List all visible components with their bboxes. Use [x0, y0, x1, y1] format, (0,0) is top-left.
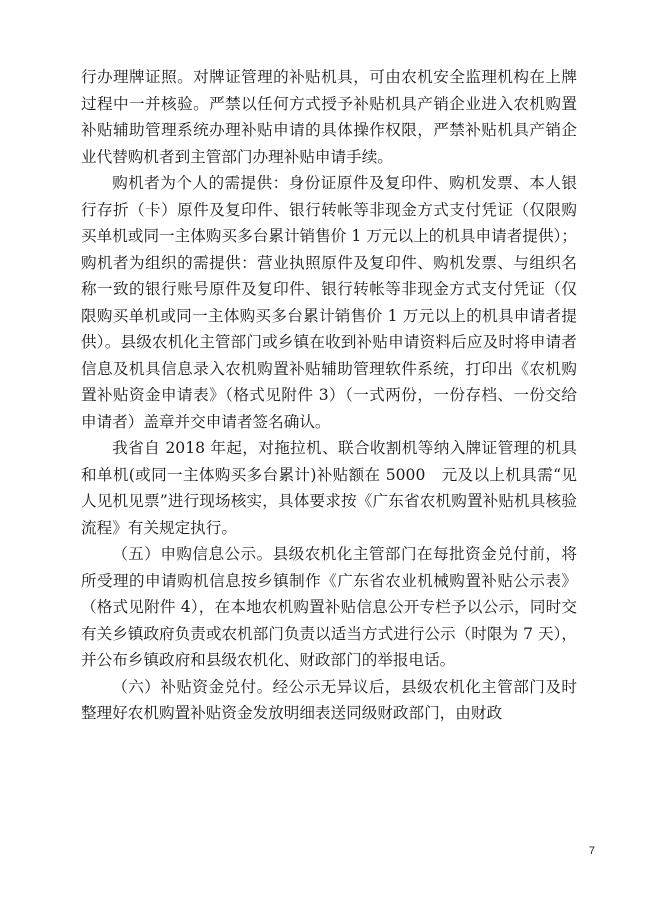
- paragraph-continuation: 行办理牌证照。对牌证管理的补贴机具，可由农机安全监理机构在上牌过程中一并核验。严禁以任何方式授予补贴机具产销企业进入农机购置补贴辅助管理系统办理补贴申请的具体操作权限，严禁补贴机具产销企业代替购机者到主管部门办理补贴申请手续。: [81, 68, 577, 166]
- body-text: [81, 64, 577, 727]
- paragraph-public-notice: （五）申购信息公示。县级农机化主管部门在每批资金兑付前，将所受理的申请购机信息按乡镇制作《广东省农业机械购置补贴公示表》（格式见附件 4），在本地农机购置补贴信息公开专栏予以公示，同时交有关乡镇政府负责或农机部门负责以适当方式进行公示（时限为 7 天），并公布乡镇政府和县级农机化、财政部门的举报电话。: [81, 545, 577, 669]
- page-number: 7: [588, 845, 595, 857]
- paragraph-subsidy-payment: （六）补贴资金兑付。经公示无异议后，县级农机化主管部门及时整理好农机购置补贴资金发放明细表送同级财政部门，由财政: [81, 677, 577, 722]
- paragraph-purchaser-documents: 购机者为个人的需提供：身份证原件及复印件、购机发票、本人银行存折（卡）原件及复印件、银行转帐等非现金方式支付凭证（仅限购买单机或同一主体购买多台累计销售价 1 万元以上的机具申请者提供）；购机者为组织的需提供：营业执照原件及复印件、购机发票、与组织名称一致的银行账号原件及复印件、银行转帐等非现金方式支付凭证（仅限购买单机或同一主体购买多台累计销售价 1 万元以上的机具申请者提供）。县级农机化主管部门或乡镇在收到补贴申请资料后应及时将申请者信息及机具信息录入农机购置补贴辅助管理软件系统，打印出《农机购置补贴资金申请表》（格式见附件 3）（一式两份，一份存档、一份交给申请者）盖章并交申请者签名确认。: [81, 174, 577, 431]
- paragraph-onsite-verification: 我省自 2018 年起，对拖拉机、联合收割机等纳入牌证管理的机具和单机(或同一主体购买多台累计)补贴额在 5000 元及以上机具需“见人见机见票”进行现场核实，具体要求按《广东省农机购置补贴机具核验流程》有关规定执行。: [81, 439, 577, 537]
